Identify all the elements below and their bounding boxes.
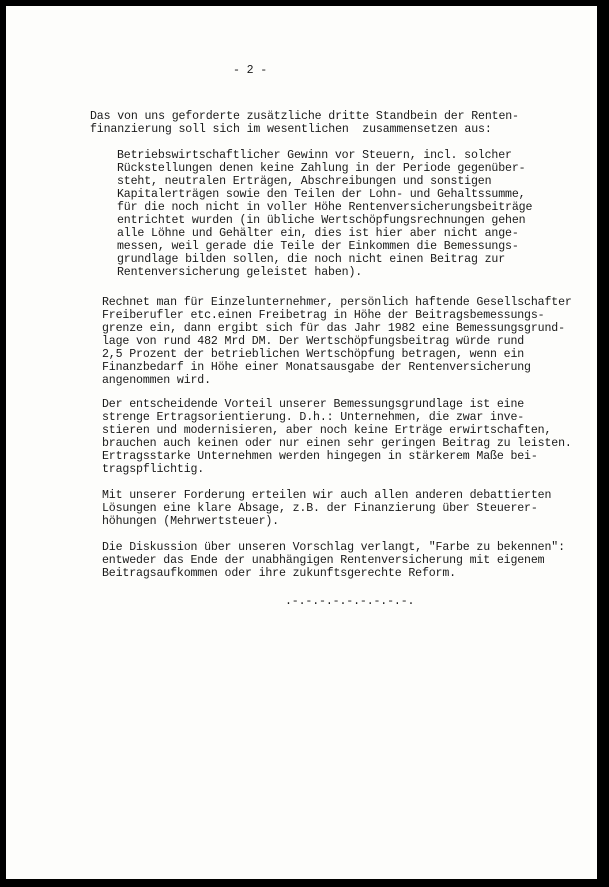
advantage-line: brauchen auch keinen oder nur einen sehr geringen Beitrag zu leisten. (102, 437, 572, 450)
calculation-line: lage von rund 482 Mrd DM. Der Wertschöpfungsbeitrag würde rund (102, 335, 525, 348)
components-line: alle Löhne und Gehälter ein, dies ist hier aber nicht ange- (117, 227, 519, 240)
components-line: Rentenversicherung geleistet haben). (117, 266, 363, 279)
intro-line: finanzierung soll sich im wesentlichen zusammensetzen aus: (90, 123, 492, 136)
calculation-line: Freiberufler etc.einen Freibetrag in Höhe der Beitragsbemessungs- (102, 309, 545, 322)
advantage-line: Ertragsstarke Unternehmen werden hingegen in stärkerem Maße bei- (102, 450, 538, 463)
components-line: Rückstellungen denen keine Zahlung in der Periode gegenüber- (117, 162, 526, 175)
rejection-line: Lösungen eine klare Absage, z.B. der Finanzierung über Steuerer- (102, 502, 538, 515)
components-line: messen, weil gerade die Teile der Einkommen die Bemessungs- (117, 240, 519, 253)
advantage-line: strenge Ertragsorientierung. D.h.: Unternehmen, die zwar inve- (102, 411, 525, 424)
calculation-line: angenommen wird. (102, 374, 211, 387)
end-mark: .-.-.-.-.-.-.-.-.-. (285, 595, 415, 608)
components-line: Betriebswirtschaftlicher Gewinn vor Steuern, incl. solcher (117, 149, 512, 162)
conclusion-line: entweder das Ende der unabhängigen Rentenversicherung mit eigenem (102, 554, 545, 567)
components-line: steht, neutralen Erträgen, Abschreibungen und sonstigen (117, 175, 492, 188)
calculation-line: Finanzbedarf in Höhe einer Monatsausgabe der Rentenversicherung (102, 361, 531, 374)
intro-line: Das von uns geforderte zusätzliche dritte Standbein der Renten- (90, 110, 519, 123)
document-page (6, 6, 597, 879)
rejection-line: Mit unserer Forderung erteilen wir auch allen anderen debattierten (102, 489, 552, 502)
advantage-line: Der entscheidende Vorteil unserer Bemessungsgrundlage ist eine (102, 398, 525, 411)
components-line: grundlage bilden sollen, die noch nicht einen Beitrag zur (117, 253, 506, 266)
components-line: entrichtet wurden (in übliche Wertschöpfungsrechnungen gehen (117, 214, 526, 227)
rejection-line: höhungen (Mehrwertsteuer). (102, 515, 279, 528)
components-line: für die noch nicht in voller Höhe Rentenversicherungsbeiträge (117, 201, 533, 214)
calculation-line: grenze ein, dann ergibt sich für das Jahr 1982 eine Bemessungsgrund- (102, 322, 565, 335)
calculation-line: 2,5 Prozent der betrieblichen Wertschöpfung betragen, wenn ein (102, 348, 525, 361)
components-line: Kapitalerträgen sowie den Teilen der Lohn- und Gehaltssumme, (117, 188, 526, 201)
advantage-line: stieren und modernisieren, aber noch keine Erträge erwirtschaften, (102, 424, 552, 437)
advantage-line: tragspflichtig. (102, 463, 205, 476)
calculation-line: Rechnet man für Einzelunternehmer, persönlich haftende Gesellschafter (102, 296, 572, 309)
conclusion-line: Beitragsaufkommen oder ihre zukunftsgerechte Reform. (102, 567, 456, 580)
page-number: - 2 - (233, 64, 268, 77)
conclusion-line: Die Diskussion über unseren Vorschlag verlangt, "Farbe zu bekennen": (102, 541, 565, 554)
